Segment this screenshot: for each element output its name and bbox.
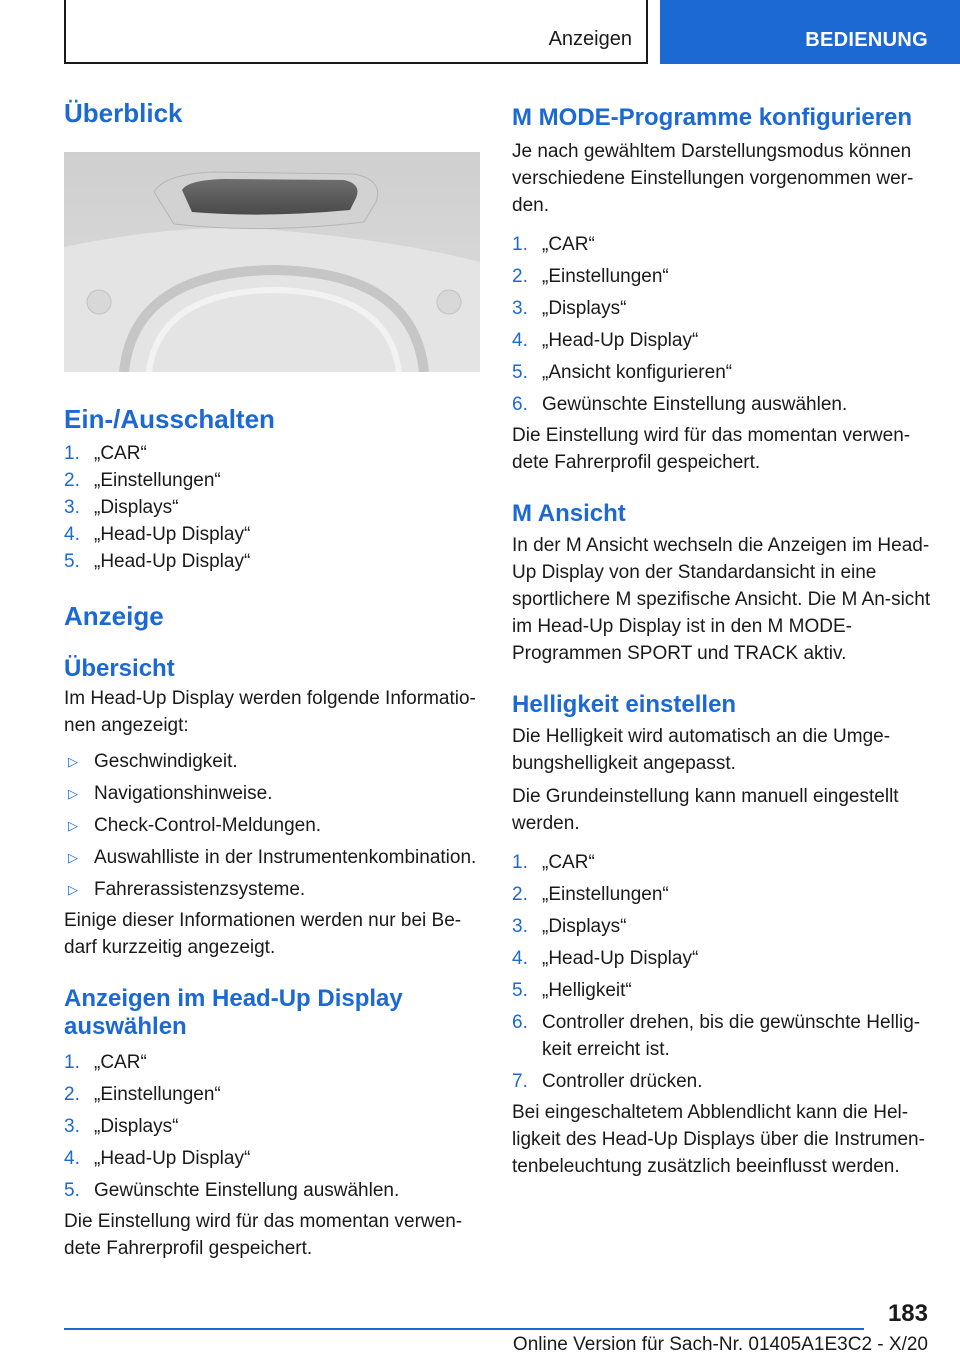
list-item: 2. „Einstellungen“ — [64, 470, 221, 491]
list-item: 5. Gewünschte Einstellung auswählen. — [64, 1180, 400, 1201]
list-item: ▷ Geschwindigkeit. — [64, 748, 480, 775]
list-item: 3. „Displays“ — [512, 298, 627, 319]
hud-illustration-svg — [64, 152, 480, 372]
chapter-tab — [660, 0, 960, 64]
triangle-bullet-icon: ▷ — [68, 786, 78, 801]
overview-bullets — [64, 748, 480, 903]
list-item: 3. „Displays“ — [64, 1116, 179, 1137]
brightness-text-2: Die Grundeinstellung kann manuell eingestellt werden. — [512, 786, 899, 834]
onoff-steps — [64, 440, 480, 575]
overview-subheading: Übersicht — [64, 655, 175, 682]
list-item: 2. „Einstellungen“ — [512, 884, 669, 905]
list-item: 4. „Head-Up Display“ — [64, 524, 251, 545]
select-steps — [64, 1049, 480, 1204]
footer-version-text: Online Version für Sach-Nr. 01405A1E3C2 - X/20 — [512, 1334, 928, 1355]
list-item: 1. „CAR“ — [512, 852, 595, 873]
chapter-tab-label: BEDIENUNG — [805, 29, 928, 51]
select-note: Die Einstellung wird für das momentan verwen-dete Fahrerprofil gespeichert. — [64, 1211, 463, 1259]
page-number: 183 — [887, 1300, 928, 1327]
brightness-heading: Helligkeit einstellen — [512, 691, 737, 718]
triangle-bullet-icon: ▷ — [68, 882, 78, 897]
mmode-note: Die Einstellung wird für das momentan verwen-dete Fahrerprofil gespeichert. — [512, 425, 911, 473]
mview-heading: M Ansicht — [512, 500, 626, 527]
list-item: 5. „Ansicht konfigurieren“ — [512, 362, 733, 383]
display-heading: Anzeige — [64, 601, 164, 631]
brightness-note: Bei eingeschaltetem Abblendlicht kann die Hel-ligkeit des Head-Up Displays über die Instrumen-tenbeleuchtung zusätzlich beeinflusst werden. — [512, 1102, 925, 1177]
overview-heading: Überblick — [64, 98, 183, 128]
onoff-heading: Ein-/Ausschalten — [64, 404, 275, 434]
list-item: 4. „Head-Up Display“ — [64, 1148, 251, 1169]
triangle-bullet-icon: ▷ — [68, 818, 78, 833]
list-item: 4. „Head-Up Display“ — [512, 948, 699, 969]
left-column — [64, 96, 480, 1262]
list-item: 1. „CAR“ — [64, 443, 147, 464]
mmode-steps — [512, 231, 932, 418]
list-item: 3. „Displays“ — [64, 497, 179, 518]
list-item: 3. „Displays“ — [512, 916, 627, 937]
list-item: ▷ Navigationshinweise. — [64, 780, 480, 807]
triangle-bullet-icon: ▷ — [68, 850, 78, 865]
overview-intro: Im Head-Up Display werden folgende Informatio-nen angezeigt: — [64, 688, 476, 736]
list-item: 1. „CAR“ — [512, 234, 595, 255]
select-heading: Anzeigen im Head-Up Display auswählen — [64, 985, 403, 1040]
triangle-bullet-icon: ▷ — [68, 754, 78, 769]
mmode-intro: Je nach gewähltem Darstellungsmodus können verschiedene Einstellungen vorgenommen wer-den. — [512, 141, 914, 216]
list-item: ▷ Check-Control-Meldungen. — [64, 812, 480, 839]
brightness-text-1: Die Helligkeit wird automatisch an die Umge-bungshelligkeit angepasst. — [512, 726, 891, 774]
list-item: ▷ Fahrerassistenzsysteme. — [64, 876, 480, 903]
head-up-display-illustration — [64, 152, 480, 372]
overview-note: Einige dieser Informationen werden nur bei Be-darf kurzzeitig angezeigt. — [64, 910, 462, 958]
list-item: 7. Controller drücken. — [512, 1071, 703, 1092]
list-item: 2. „Einstellungen“ — [512, 266, 669, 287]
list-item: 4. „Head-Up Display“ — [512, 330, 699, 351]
list-item: 1. „CAR“ — [64, 1052, 147, 1073]
list-item: 6. Controller drehen, bis die gewünschte Hellig-keit erreicht ist. — [512, 1012, 921, 1060]
mview-text: In der M Ansicht wechseln die Anzeigen im Head-Up Display von der Standardansicht in eine sportlichere M spezifische Ansicht. Die M An-sicht im Head-Up Display ist in den M MODE-Programmen SPORT und TRACK aktiv. — [512, 535, 931, 664]
brightness-steps — [512, 849, 932, 1095]
list-item: 2. „Einstellungen“ — [64, 1084, 221, 1105]
right-column — [512, 96, 932, 1180]
footer-divider — [64, 1328, 864, 1330]
section-title: Anzeigen — [548, 28, 632, 50]
list-item: 6. Gewünschte Einstellung auswählen. — [512, 394, 848, 415]
header-frame — [64, 0, 648, 64]
list-item: 5. „Helligkeit“ — [512, 980, 632, 1001]
list-item: 5. „Head-Up Display“ — [64, 551, 251, 572]
list-item: ▷ Auswahlliste in der Instrumentenkombination. — [64, 844, 480, 871]
mmode-heading: M MODE-Programme konfigurieren — [512, 104, 913, 131]
